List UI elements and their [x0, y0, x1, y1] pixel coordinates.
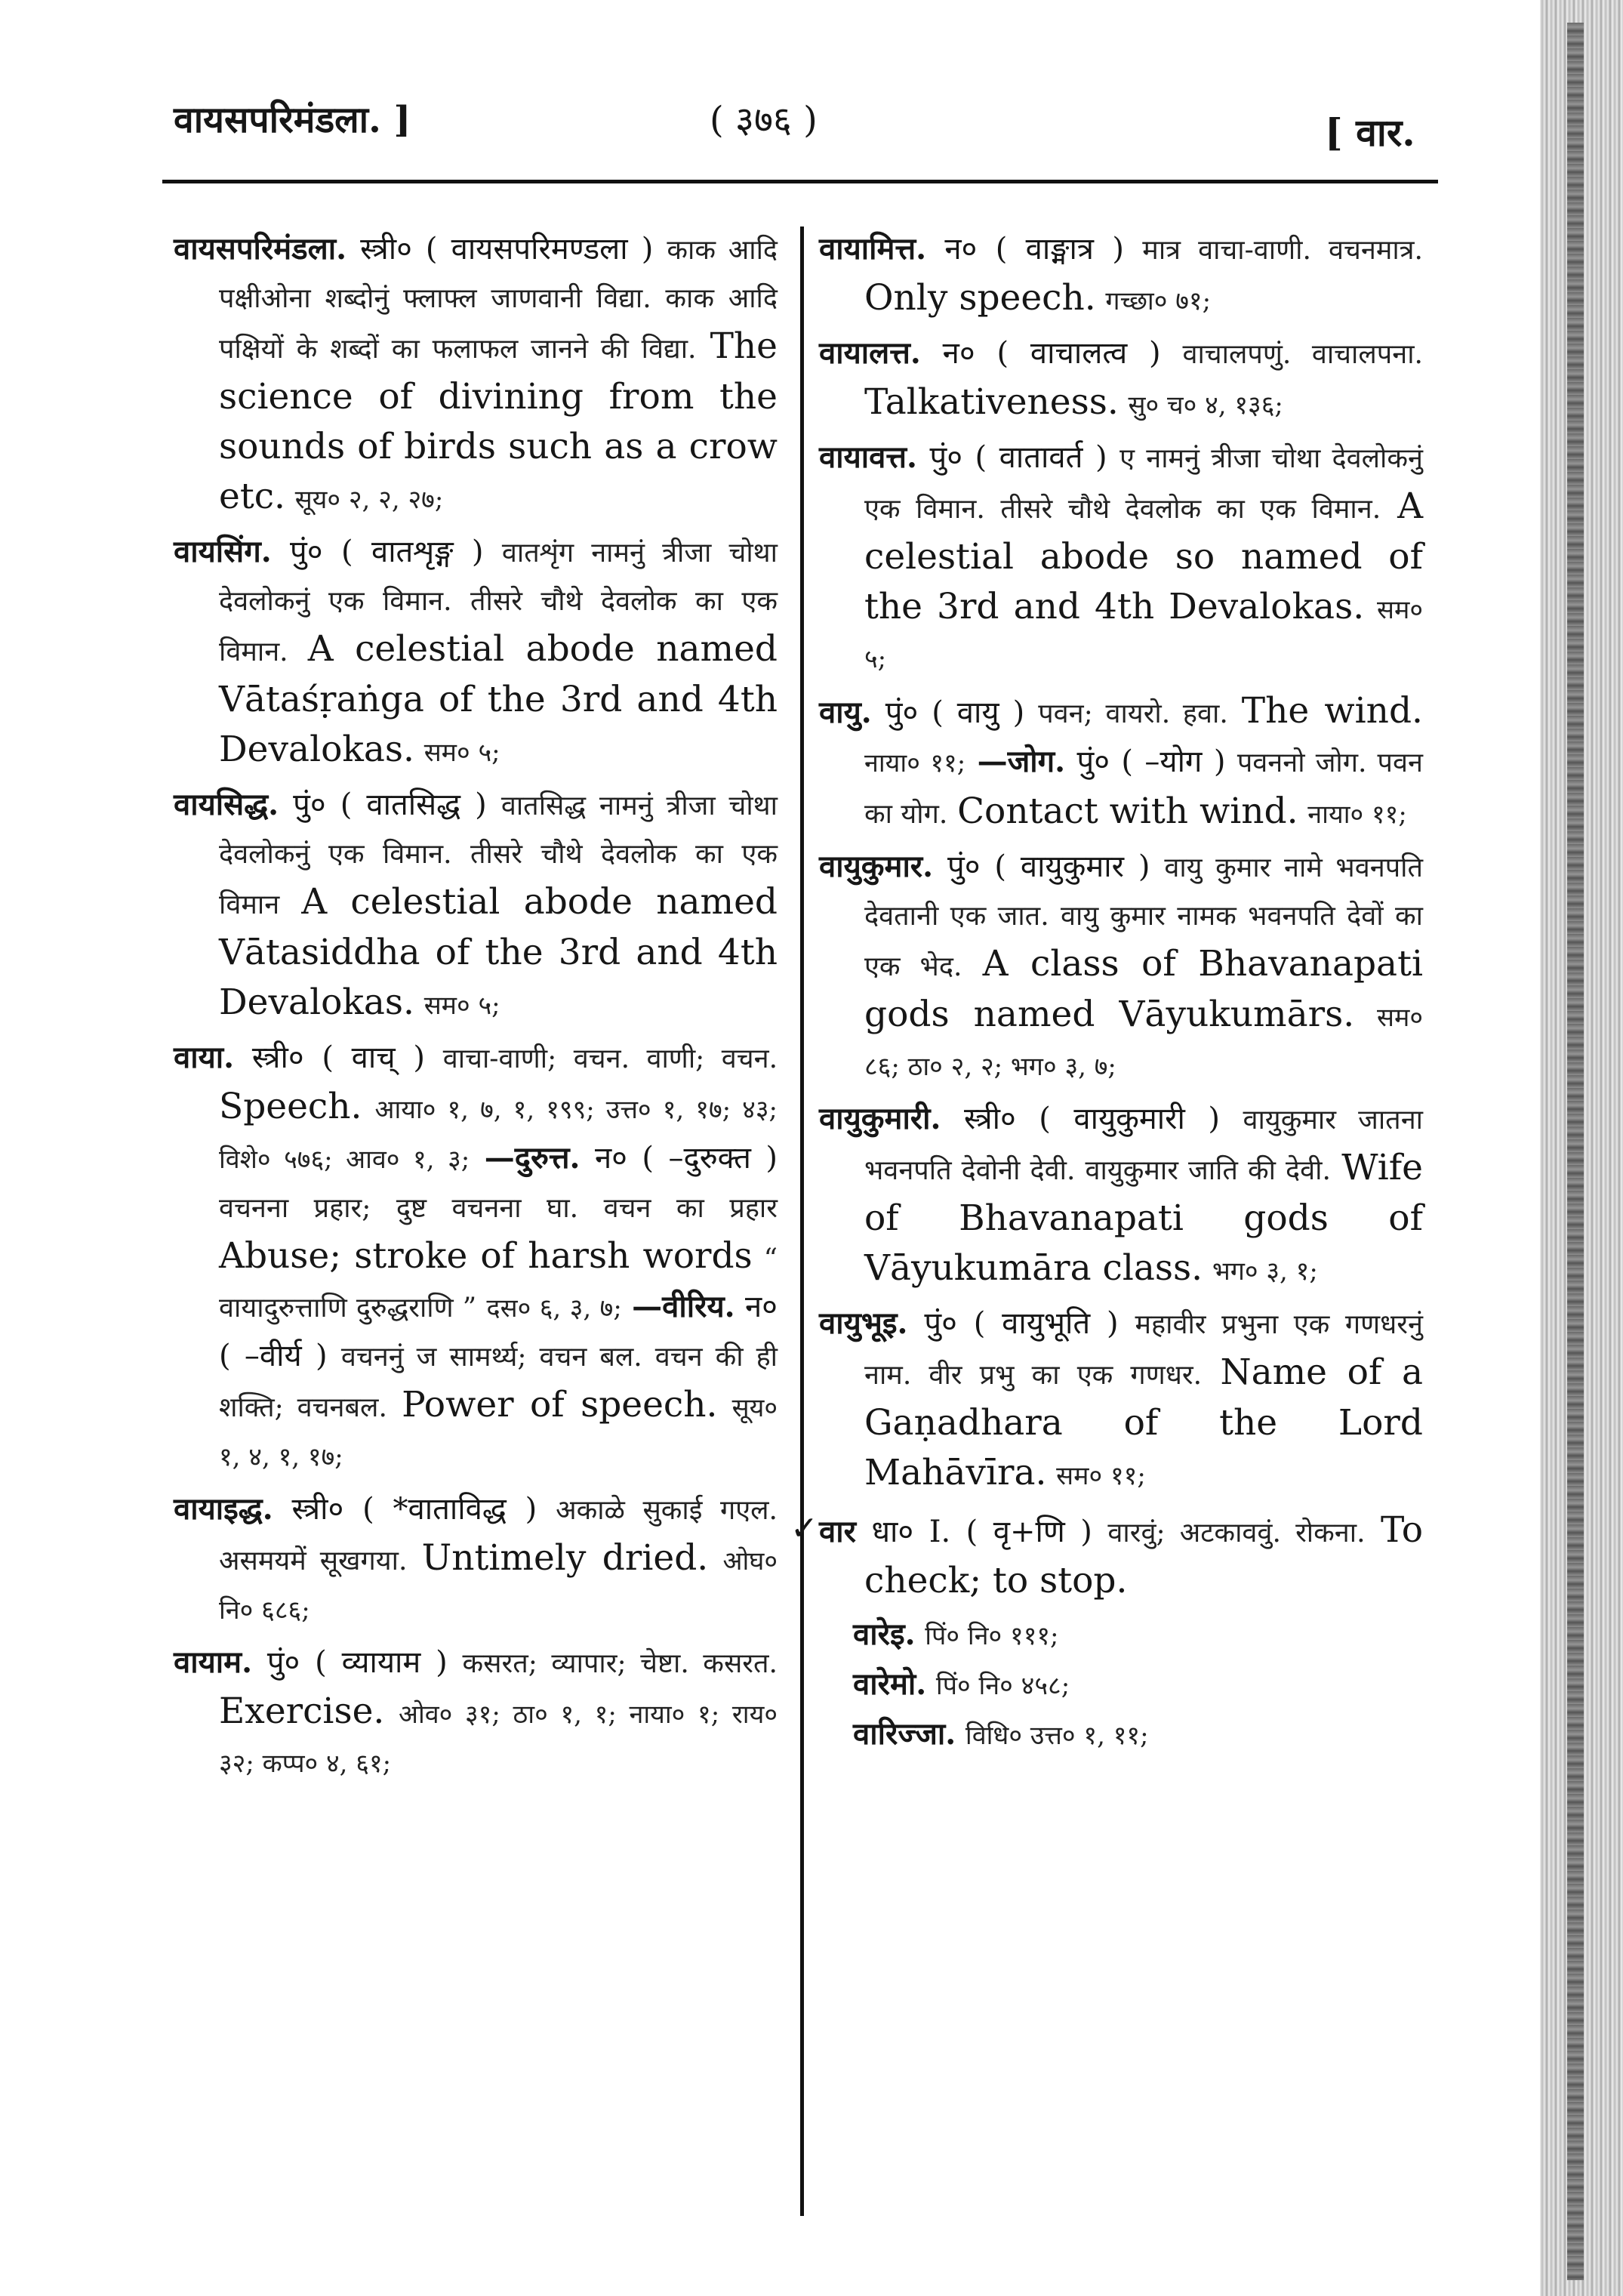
subentry-headword: —वीरिय.	[632, 1289, 735, 1324]
header-rule	[162, 180, 1438, 183]
subentry-headword: —जोग.	[977, 744, 1066, 779]
verb-entry	[790, 1506, 1424, 1760]
entry-gloss: ए नामनुं त्रीजा चोथा देवलोकनुं एक विमान. तीसरे चौथे देवलोक का एक विमान.	[864, 443, 1423, 525]
subentry-grammar: न० ( –वीर्य )	[219, 1290, 778, 1373]
dictionary-entry	[819, 687, 1423, 839]
subentry-english: Contact with wind.	[957, 791, 1298, 832]
verb-entry-main	[819, 1506, 1423, 1607]
subentry-citation: दस० ६, ३, ७;	[486, 1293, 622, 1324]
entry-citation: सु० च० ४, १३६;	[1128, 390, 1283, 421]
header-right-guideword: [ वार.	[1325, 110, 1415, 155]
entry-grammar: पुं० ( व्यायाम )	[266, 1645, 448, 1680]
dictionary-entry	[174, 528, 778, 777]
entry-gloss: वारवुं; अटकाववुं. रोकना.	[1107, 1518, 1366, 1549]
entry-headword: वायसपरिमंडला.	[174, 231, 347, 267]
dictionary-entry	[819, 225, 1423, 325]
entry-grammar: न० ( वाचालत्व )	[942, 336, 1161, 371]
entry-grammar: पुं० ( वातावर्त )	[929, 440, 1107, 475]
entry-citation: आया० १, ७, १, १९९; उत्त० १, १७; ४३; विशे० ५७६; आव० १, ३;	[219, 1095, 778, 1175]
list-item	[853, 1660, 1423, 1710]
entry-grammar: स्त्री० ( वायसपरिमण्डला )	[360, 232, 654, 267]
entry-citation: सम० ५;	[423, 738, 500, 768]
entry-gloss: पवन; वायरो. हवा.	[1038, 698, 1228, 729]
entry-grammar: स्त्री० ( *वाताविद्ध )	[291, 1492, 537, 1527]
subentry-gloss: वचनना प्रहार; दुष्ट वचनना घा. वचन का प्रहार	[219, 1193, 778, 1224]
entry-headword: वाया.	[174, 1040, 235, 1075]
page-edge-binding	[1567, 23, 1584, 2280]
right-column	[790, 225, 1424, 1760]
dictionary-entry	[174, 1485, 778, 1635]
subentry-grammar: न० ( –दुरुक्त )	[594, 1141, 778, 1176]
derivative-form: वारेमो.	[853, 1666, 927, 1702]
entry-english: Name of a Gaṇadhara of the Lord Mahāvīra.	[864, 1351, 1424, 1493]
entry-english: The science of divining from the sounds of birds such as a crow etc.	[219, 325, 778, 517]
entry-headword: वायसिद्ध.	[174, 787, 279, 822]
header-left-guideword: वायसपरिमंडला. ]	[174, 99, 411, 141]
entry-english: To check; to stop.	[864, 1509, 1424, 1601]
entry-citation: गच्छा० ७१;	[1105, 286, 1212, 316]
entry-gloss: वातशृंग नामनुं त्रीजा चोथा देवलोकनुं एक विमान. तीसरे चौथे देवलोक का एक विमान.	[219, 538, 778, 667]
entry-english: A celestial abode so named of the 3rd and 4th Devalokas.	[864, 485, 1424, 627]
entry-english: Speech.	[219, 1086, 362, 1127]
entry-gloss: वायु कुमार नामे भवनपति देवतानी एक जात. वायु कुमार नामक भवनपति देवों का एक भेद.	[864, 852, 1424, 982]
entry-headword: वायाइद्ध.	[174, 1491, 273, 1527]
checkmark-icon: ✓	[790, 1509, 818, 1548]
entry-english: Talkativeness.	[864, 381, 1119, 423]
entry-headword: वायसिंग.	[174, 534, 272, 569]
subentry-headword: —दुरुत्त.	[484, 1140, 581, 1176]
entry-headword: वायु.	[819, 695, 872, 730]
entry-grammar: धा० I. ( वृ+णि )	[871, 1515, 1092, 1549]
entry-gloss: कसरत; व्यापार; चेष्टा. कसरत.	[462, 1648, 778, 1679]
page-header	[0, 87, 1623, 170]
dictionary-entry	[819, 433, 1423, 683]
entry-gloss: महावीर प्रभुना एक गणधरनुं नाम. वीर प्रभु का एक गणधर.	[864, 1309, 1424, 1391]
entry-gloss: वातसिद्ध नामनुं त्रीजा चोथा देवलोकनुं एक विमान. तीसरे चौथे देवलोक का एक विमान	[219, 791, 778, 920]
subentry-english: Abuse; stroke of harsh words	[219, 1235, 753, 1277]
entry-gloss: वाचालपणुं. वाचालपना.	[1182, 339, 1423, 370]
subentry-gloss: वचननुं ज सामर्थ्य; वचन बल. वचन की ही शक्ति; वचनबल.	[219, 1342, 778, 1423]
entry-citation: नाया० ११;	[864, 748, 966, 778]
entry-grammar: पुं० ( वायु )	[885, 695, 1025, 730]
subentry-citation: नाया० ११;	[1307, 800, 1407, 830]
entry-english: Wife of Bhavanapati gods of Vāyukumāra class.	[864, 1147, 1423, 1289]
entry-headword: वायामित्त.	[819, 231, 927, 267]
entry-headword: वायालत्त.	[819, 335, 921, 371]
entry-grammar: पुं० ( वायुभूति )	[924, 1306, 1119, 1341]
entry-headword: वार	[819, 1514, 856, 1549]
dictionary-entry	[819, 1299, 1423, 1500]
subentry-gloss: पवननो जोग. पवन का योग.	[864, 747, 1423, 830]
entry-grammar: न० ( वाङ्मात्र )	[944, 232, 1124, 267]
left-column	[174, 225, 778, 1792]
entry-citation: सम० ११;	[1056, 1461, 1146, 1491]
entry-headword: वायावत्त.	[819, 439, 917, 475]
entry-english: Untimely dried.	[421, 1537, 709, 1579]
entry-gloss: काक आदि पक्षीओना शब्दोनुं फ्लाफ्ल जाणवानी विद्या. काक आदि पक्षियों के शब्दों का फलाफल जानने की विद्या.	[219, 235, 778, 365]
subentry-grammar: पुं० ( –योग )	[1076, 744, 1226, 779]
derivative-citation: पिं० नि० ४५८;	[935, 1671, 1070, 1701]
entry-citation: सम० ५;	[864, 595, 1423, 674]
list-item	[853, 1710, 1423, 1760]
entry-citation: सम० ८६; ठा० २, २; भग० ३, ७;	[864, 1003, 1423, 1082]
dictionary-entry	[174, 781, 778, 1030]
entry-english: Exercise.	[219, 1690, 385, 1732]
entry-grammar: पुं० ( वायुकुमार )	[947, 849, 1150, 884]
entry-grammar: स्त्री० ( वायुकुमारी )	[963, 1102, 1220, 1136]
entry-headword: वायाम.	[174, 1644, 253, 1680]
subentry-citation: सूय० १, ४, १, १७;	[219, 1393, 778, 1472]
entry-citation: भग० ३, १;	[1212, 1256, 1318, 1287]
list-item	[853, 1610, 1423, 1660]
dictionary-entry	[174, 1638, 778, 1788]
entry-grammar: पुं० ( वातसिद्ध )	[293, 787, 487, 822]
dictionary-entry	[174, 225, 778, 524]
page-number: ( ३७६ )	[710, 99, 818, 141]
dictionary-entry	[819, 843, 1423, 1091]
entry-gloss: मात्र वाचा-वाणी. वचनमात्र.	[1142, 235, 1424, 266]
entry-citation: ओघ० नि० ६८६;	[219, 1546, 778, 1626]
dictionary-entry	[819, 329, 1423, 430]
entry-gloss: अकाळे सुकाई गएल. असमयमें सूखगया.	[219, 1495, 778, 1576]
verb-derivative-list	[819, 1610, 1423, 1760]
entry-grammar: पुं० ( वातशृङ्ग )	[290, 535, 484, 569]
subentry-quote: “ वायादुरुत्ताणि दुरुद्धराणि ”	[219, 1244, 778, 1324]
entry-grammar: स्त्री० ( वाच् )	[251, 1040, 426, 1075]
entry-english: Only speech.	[864, 277, 1096, 319]
entry-english: The wind.	[1241, 690, 1423, 732]
entry-headword: वायुकुमार.	[819, 849, 934, 884]
derivative-form: वारिज्जा.	[853, 1716, 956, 1752]
entry-english: A celestial abode named Vātasiddha of the 3rd and 4th Devalokas.	[219, 881, 778, 1023]
dictionary-entry	[174, 1034, 778, 1481]
entry-english: A celestial abode named Vātaśṛaṅga of the 3rd and 4th Devalokas.	[219, 628, 778, 770]
derivative-citation: पिं० नि० १११;	[925, 1621, 1059, 1651]
derivative-citation: विधि० उत्त० १, ११;	[965, 1721, 1149, 1751]
entry-gloss: वाचा-वाणी; वचन. वाणी; वचन.	[442, 1043, 778, 1074]
entry-english: A class of Bhavanapati gods named Vāyukumārs.	[864, 943, 1423, 1035]
derivative-form: वारेइ.	[853, 1616, 916, 1652]
entry-gloss: वायुकुमार जातना भवनपति देवोनी देवी. वायुकुमार जाति की देवी.	[864, 1105, 1423, 1186]
dictionary-entry	[819, 1095, 1423, 1296]
entry-citation: सम० ५;	[423, 991, 500, 1021]
entry-headword: वायुकुमारी.	[819, 1101, 941, 1136]
entry-citation: ओव० ३१; ठा० १, १; नाया० १; राय० ३२; कप्प० ४, ६१;	[219, 1700, 778, 1779]
entry-citation: सूय० २, २, २७;	[294, 485, 444, 515]
subentry-english: Power of speech.	[402, 1384, 718, 1425]
column-divider	[800, 227, 804, 2216]
entry-headword: वायुभूइ.	[819, 1305, 908, 1341]
